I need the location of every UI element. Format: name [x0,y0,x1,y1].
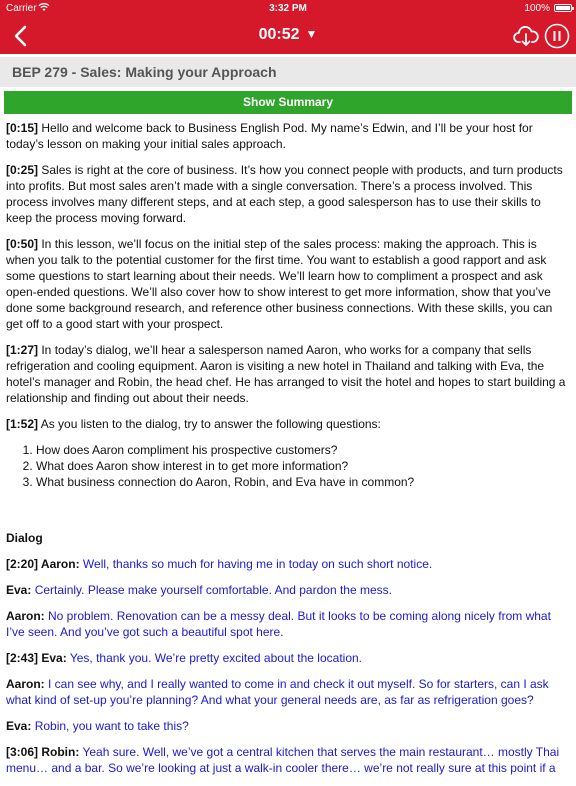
status-time: 3:32 PM [269,3,307,14]
timer-value: 00:52 [258,26,300,43]
transcript-paragraph [6,120,568,152]
dialog-line [6,676,568,708]
status-bar [0,0,576,18]
dialog-text: Robin, you want to take this? [31,719,189,733]
download-button[interactable] [512,22,540,50]
battery-fill [556,6,570,10]
speaker-label: Aaron: [6,609,45,623]
dialog-line [6,556,568,572]
speaker-label: Eva: [6,719,32,733]
speaker-label: [3:06] Robin: [6,745,80,759]
dialog-text: Well, thanks so much for having me in today on such short notice. [79,557,433,571]
battery-percent: 100% [524,3,550,14]
download-cloud-icon [512,22,540,50]
speaker-label: [2:43] Eva: [6,651,67,665]
lesson-title: BEP 279 - Sales: Making your Approach [12,64,277,80]
pause-icon [544,23,570,49]
timestamp: [1:27] [6,343,39,357]
dialog-line [6,608,568,640]
battery-icon [554,4,572,12]
transcript-paragraph [6,416,568,432]
paragraph-text: As you listen to the dialog, try to answer the following questions: [38,417,381,431]
dialog-line [6,582,568,598]
pause-button[interactable] [544,23,570,49]
speaker-label: [2:20] Aaron: [6,557,80,571]
dialog-line [6,650,568,666]
lesson-title-bar [0,57,576,87]
timestamp: [0:15] [6,121,39,135]
speaker-label: Eva: [6,583,32,597]
transcript-paragraph [6,162,568,226]
dialog-text: Yes, thank you. We’re pretty excited about the location. [66,651,362,665]
carrier-label: Carrier [6,3,37,14]
paragraph-text: In today’s dialog, we’ll hear a salesperson named Aaron, who works for a company that sells refrigeration and cooling equipment. Aaron is visiting a new hotel in Thailand and talking with Eva, the hotel’s manager and Robin, the head chef. He has arranged to visit the hotel and hopes to start building a relationship and finding out about their needs. [6,343,566,405]
question-item: 3. What business connection do Aaron, Robin, and Eva have in common? [36,474,568,490]
dialog-text: Certainly. Please make yourself comfortable. And pardon the mess. [31,583,392,597]
dialog-line [6,718,568,734]
paragraph-text: In this lesson, we’ll focus on the initial step of the sales process: making the approach. This is when you talk to the potential customer for the first time. You want to establish a good rapport and ask some questions to start learning about their needs. We’ll learn how to compliment a prospect and ask open-ended questions. We’ll also cover how to show interest to get more information, show that you’ve done some background research, and reference other business connections. With these skills, you can get off to a good start with your prospect. [6,237,553,331]
dialog-text: Yeah sure. Well, we’ve got a central kitchen that serves the main restaurant… mostly Thai menu… and a bar. So we’re looking at just a walk-in cooler there… we’re not really sure at this point if a [6,745,560,775]
show-summary-button[interactable]: Show Summary [4,91,572,114]
transcript-paragraph [6,342,568,406]
playback-timer[interactable] [0,26,576,44]
paragraph-text: Hello and welcome back to Business English Pod. My name’s Edwin, and I’ll be your host for today’s lesson on making your initial sales approach. [6,121,533,151]
question-list [6,442,568,490]
timestamp: [1:52] [6,417,39,431]
paragraph-text: Sales is right at the core of business. It’s how you connect people with products, and turn products into profits. But most sales aren’t made with a single conversation. There’s a process involved. This process involves many different steps, and at each step, a good salesperson has to use their skills to keep the process moving forward. [6,163,563,225]
dialog-text: No problem. Renovation can be a messy deal. But it looks to be coming along nicely from what I’ve seen. And you’ve got such a beautiful spot here. [6,609,551,639]
transcript [6,120,568,786]
timestamp: [0:25] [6,163,39,177]
question-item: 2. What does Aaron show interest in to get more information? [36,458,568,474]
dialog-heading: Dialog [6,531,43,545]
question-item: 1. How does Aaron compliment his prospective customers? [36,442,568,458]
transcript-paragraph [6,236,568,332]
dialog-text: I can see why, and I really wanted to come in and check it out myself. So for starters, can I ask what kind of set-up you’re planning? And what your general needs are, as far as refrigeration goes? [6,677,549,707]
speaker-label: Aaron: [6,677,45,691]
nav-bar [0,18,576,54]
timestamp: [0:50] [6,237,39,251]
chevron-down-icon: ▼ [305,27,318,41]
dialog-line [6,744,568,776]
